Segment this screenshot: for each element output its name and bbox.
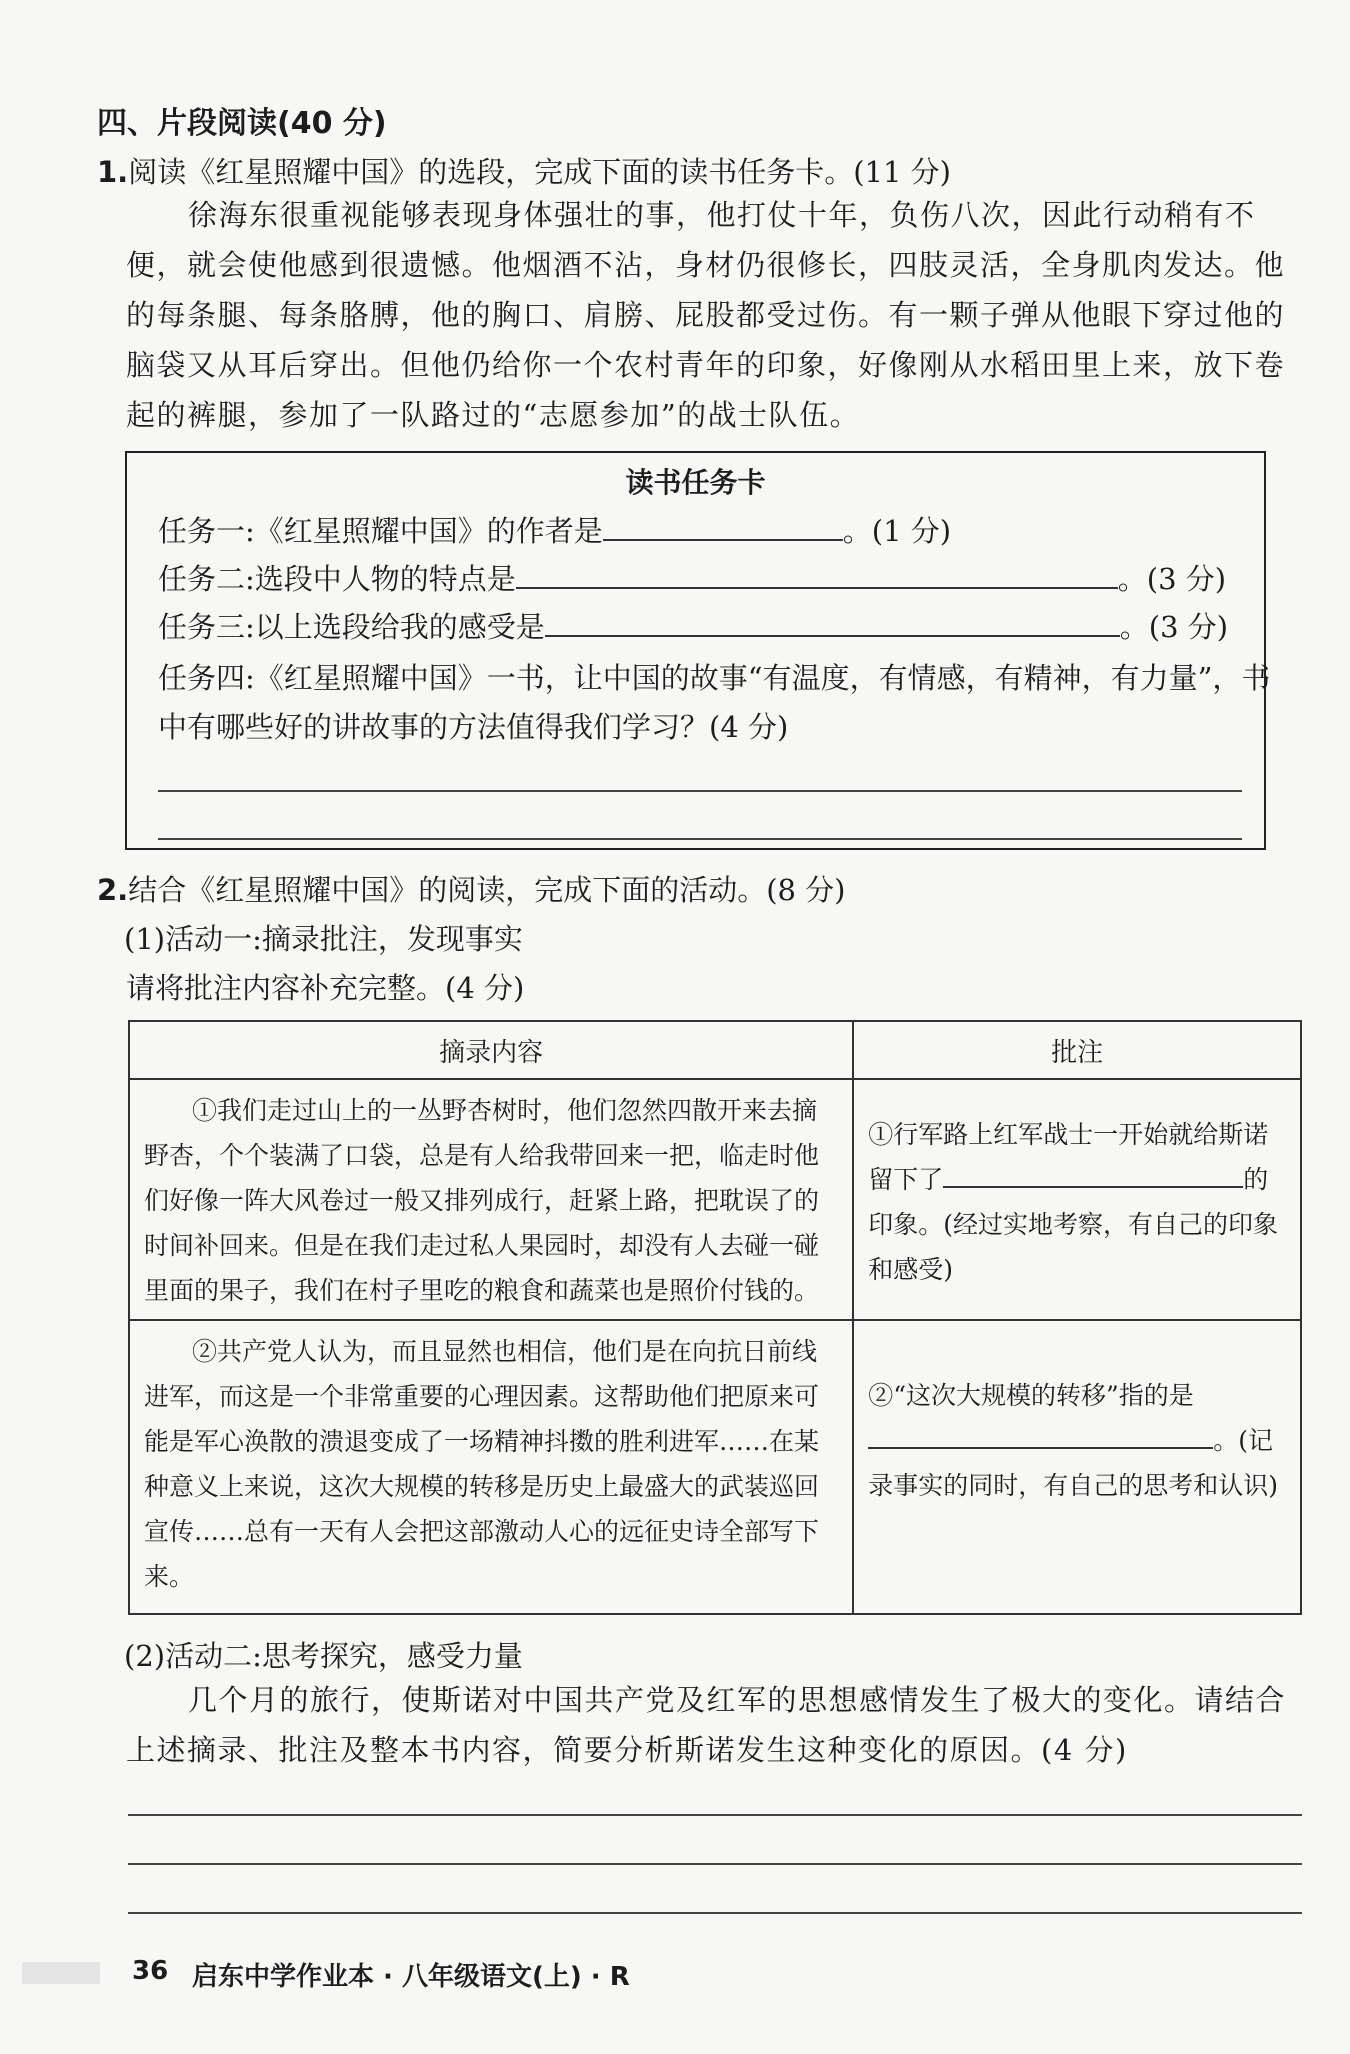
activity-1-instruction: 请将批注内容补充完整。(4 分)	[126, 971, 525, 1005]
question-1-number: 1.	[97, 155, 129, 189]
task-1-answer-blank[interactable]	[603, 511, 843, 541]
task-1	[158, 509, 951, 550]
task-1-score: 。(1 分)	[842, 514, 952, 548]
annotation-1-answer-blank[interactable]	[943, 1160, 1243, 1188]
task-card-title: 读书任务卡	[625, 466, 766, 499]
task-2-text: 任务二:选段中人物的特点是	[158, 562, 516, 596]
task-2-answer-blank[interactable]	[516, 559, 1118, 589]
activity-2-answer-line-3[interactable]	[128, 1912, 1302, 1914]
annotation-1-text: ①行军路上红军战士一开始就给斯诺留下了	[868, 1120, 1269, 1194]
activity-1-title: (1)活动一:摘录批注，发现事实	[124, 922, 523, 956]
annotation-1	[854, 1080, 1300, 1292]
excerpt-cell-1	[129, 1079, 853, 1320]
annotation-2-hint: 。(记录事实的同时，有自己的思考和认识)	[868, 1426, 1278, 1500]
task-1-text: 任务一:《红星照耀中国》的作者是	[158, 514, 603, 548]
task-3-text: 任务三:以上选段给我的感受是	[158, 610, 545, 644]
question-1-prompt	[97, 150, 951, 191]
activity-2-question: 几个月的旅行，使斯诺对中国共产党及红军的思想感情发生了极大的变化。请结合上述摘录、批注及整本书内容，简要分析斯诺发生这种变化的原因。(4 分)	[126, 1683, 1287, 1767]
question-2-prompt	[97, 868, 846, 909]
page-number: 36	[132, 1956, 169, 1986]
task-3-answer-blank[interactable]	[545, 607, 1120, 637]
annotation-cell-2	[853, 1320, 1301, 1614]
activity-2-title: (2)活动二:思考探究，感受力量	[124, 1639, 523, 1673]
book-title: 启东中学作业本 · 八年级语文(上) · R	[192, 1962, 630, 1992]
task-2-score: 。(3 分)	[1117, 562, 1227, 596]
activity-2-answer-line-1[interactable]	[128, 1814, 1302, 1816]
question-1-text: 阅读《红星照耀中国》的选段，完成下面的读书任务卡。(11 分)	[128, 155, 951, 189]
table-row	[129, 1079, 1301, 1320]
task-4-line-2: 中有哪些好的讲故事的方法值得我们学习？(4 分)	[158, 710, 789, 744]
excerpt-2-text: ②共产党人认为，而且显然也相信，他们是在向抗日前线进军，而这是一个非常重要的心理因素。这帮助他们把原来可能是军心涣散的溃退变成了一场精神抖擞的胜利进军……在某种意义上来说，这次大规模的转移是历史上最盛大的武装巡回宣传……总有一天有人会把这部激动人心的远征史诗全部写下来。	[144, 1337, 820, 1591]
header-excerpt: 摘录内容	[129, 1021, 853, 1079]
annotation-table	[128, 1020, 1302, 1615]
task-3-score: 。(3 分)	[1119, 610, 1229, 644]
section-title: 四、片段阅读(40 分)	[97, 106, 387, 141]
activity-2-answer-line-2[interactable]	[128, 1863, 1302, 1865]
task-2	[158, 557, 1226, 598]
task-3	[158, 605, 1228, 646]
table-row	[129, 1320, 1301, 1614]
task-4-line-1: 任务四:《红星照耀中国》一书，让中国的故事“有温度，有情感，有精神，有力量”，书	[158, 661, 1271, 695]
table-header-row	[129, 1021, 1301, 1079]
annotation-2-answer-blank[interactable]	[868, 1421, 1213, 1449]
annotation-2	[854, 1321, 1300, 1508]
header-annotation: 批注	[853, 1021, 1301, 1079]
annotation-2-text: ②“这次大规模的转移”指的是	[868, 1381, 1194, 1410]
annotation-1-hint: 的印象。(经过实地考察，有自己的印象和感受)	[868, 1165, 1278, 1284]
reading-task-card	[125, 451, 1271, 850]
excerpt-cell-2	[129, 1320, 853, 1614]
annotation-cell-1	[853, 1079, 1301, 1320]
passage-xu-haidong: 徐海东很重视能够表现身体强壮的事，他打仗十年，负伤八次，因此行动稍有不便，就会使他感到很遗憾。他烟酒不沾，身材仍很修长，四肢灵活，全身肌肉发达。他的每条腿、每条胳膊，他的胸口、肩膀、屁股都受过伤。有一颗子弹从他眼下穿过他的脑袋又从耳后穿出。但他仍给你一个农村青年的印象，好像刚从水稻田里上来，放下卷起的裤腿，参加了一队路过的“志愿参加”的战士队伍。	[126, 198, 1286, 432]
task-4-answer-line-1[interactable]	[158, 790, 1242, 792]
faint-stamp-mark	[22, 1962, 100, 1984]
excerpt-1-text: ①我们走过山上的一丛野杏树时，他们忽然四散开来去摘野杏，个个装满了口袋，总是有人给我带回来一把，临走时他们好像一阵大风卷过一般又排列成行，赶紧上路，把耽误了的时间补回来。但是在我们走过私人果园时，却没有人去碰一碰里面的果子，我们在村子里吃的粮食和蔬菜也是照价付钱的。	[144, 1096, 820, 1305]
task-4-answer-line-2[interactable]	[158, 838, 1242, 840]
question-2-number: 2.	[97, 873, 129, 907]
question-2-text: 结合《红星照耀中国》的阅读，完成下面的活动。(8 分)	[128, 873, 846, 907]
